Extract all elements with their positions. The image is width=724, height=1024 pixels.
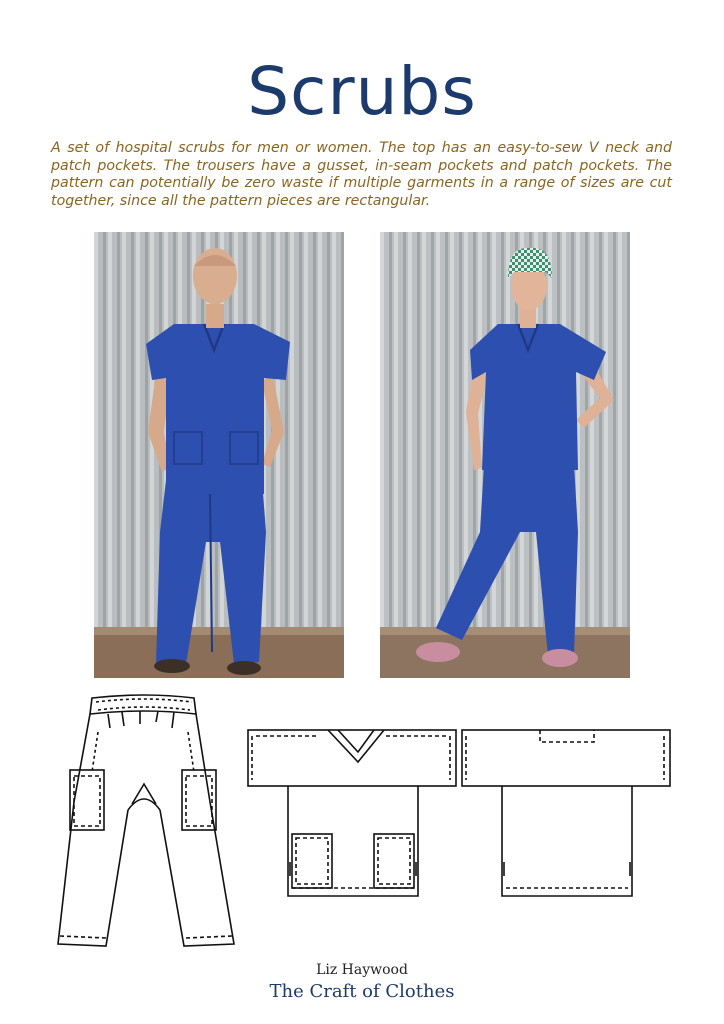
pattern-description: A set of hospital scrubs for men or women. The top has an easy-to-sew V neck and patch pockets. The trousers have a gusset, in-seam pockets and patch pockets. The pattern can potentially be zero waste if multiple garments in a range of sizes are cut together, since all the pattern pieces are rectangular. [51, 140, 672, 209]
top-back-flat-drawing [460, 726, 674, 902]
publisher-name: The Craft of Clothes [269, 981, 455, 1002]
author-name: Liz Haywood [316, 962, 408, 978]
photo-man-in-scrubs [94, 232, 344, 678]
trousers-flat-drawing [52, 692, 238, 954]
page-title: Scrubs [247, 53, 477, 130]
photo-woman-in-scrubs [380, 232, 630, 678]
top-front-flat-drawing [246, 726, 460, 902]
